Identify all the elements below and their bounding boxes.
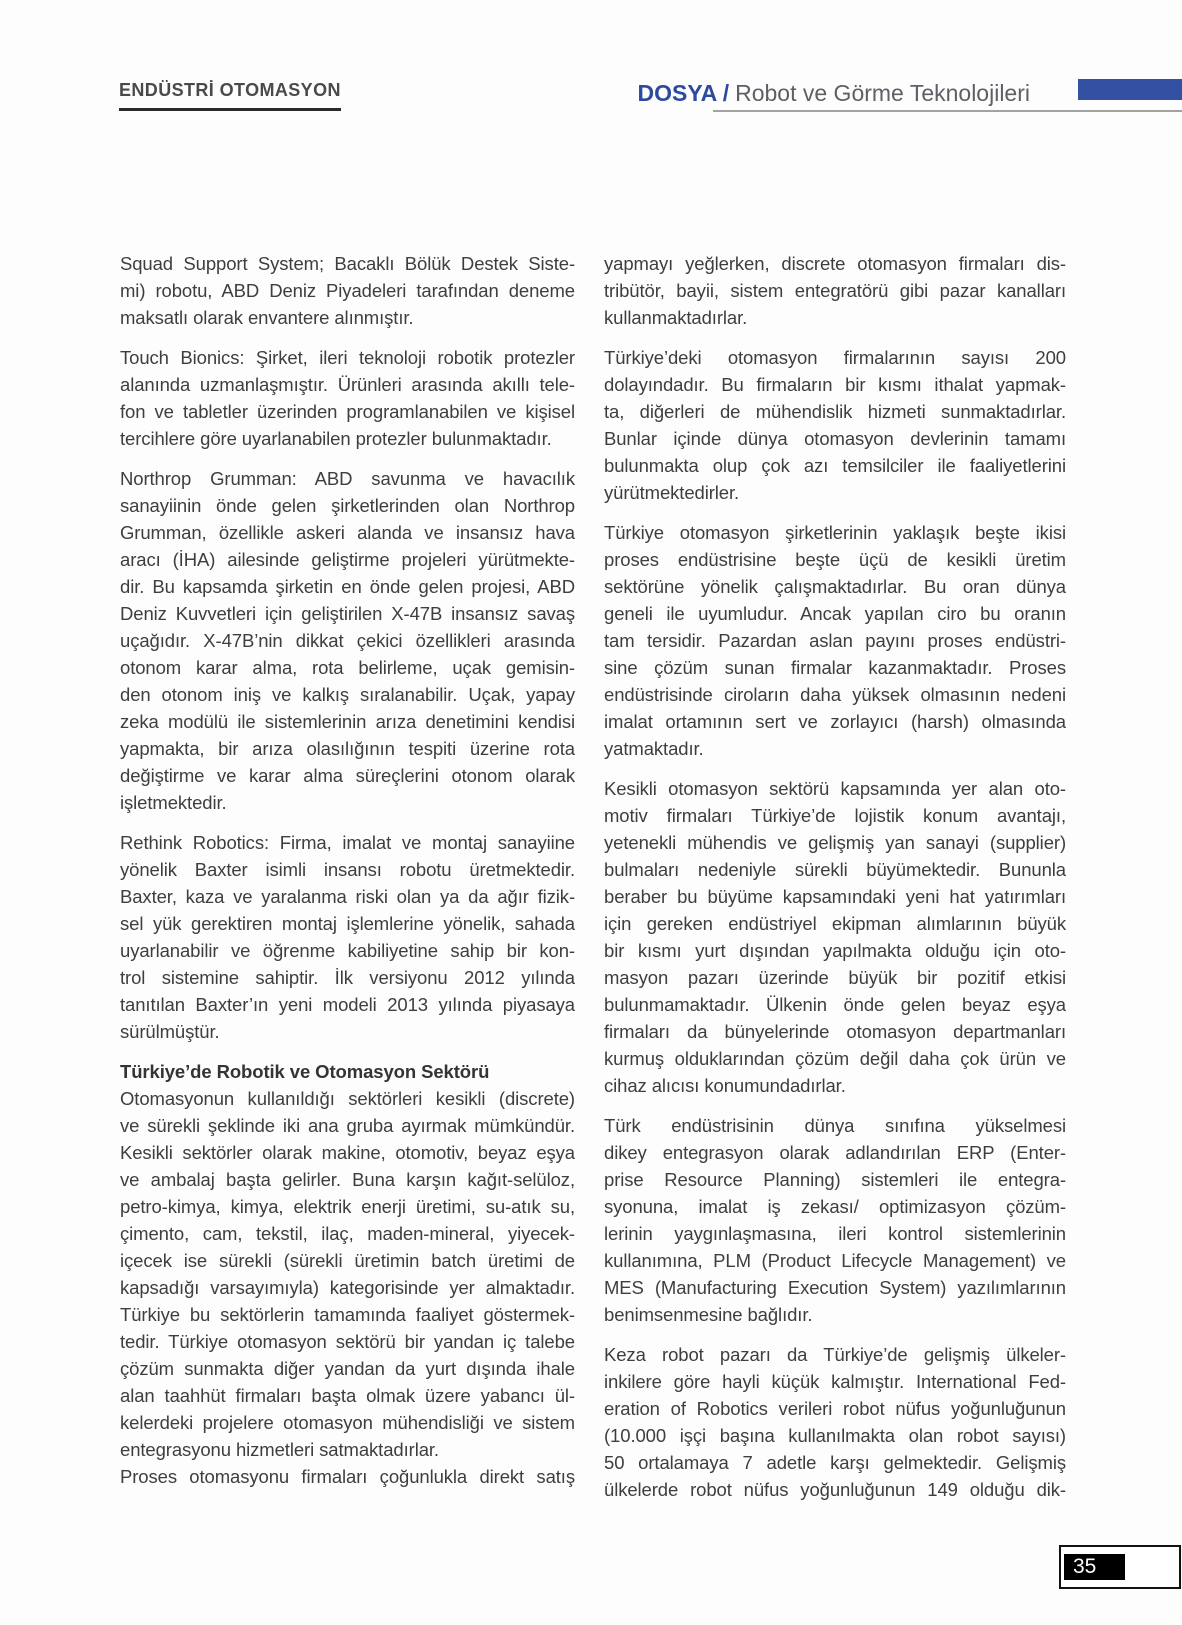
paragraph <box>120 250 575 331</box>
text-line: fon ve tabletler üzerinden programlanabilen ve kişisel <box>120 401 575 422</box>
text-line: kullanımına, PLM (Product Lifecycle Management) ve <box>604 1250 1066 1271</box>
text-line: Türkiye’deki otomasyon firmalarının sayısı 200 <box>604 347 1066 368</box>
text-line: bulmaları nedeniyle sürekli büyümektedir. Bununla <box>604 859 1066 880</box>
text-line: sanayiinin önde gelen şirketlerinden olan Northrop <box>120 495 575 516</box>
text-line: endüstrisinde ciroların daha yüksek olmasının nedeni <box>604 684 1066 705</box>
text-line: Kesikli otomasyon sektörü kapsamında yer alan oto- <box>604 778 1066 799</box>
text-line: bulunmakta olup çok azı temsilciler ile faaliyetlerini <box>604 455 1066 476</box>
dossier-label: DOSYA / <box>637 80 730 106</box>
text-line: firmaları da bünyelerinde otomasyon departmanları <box>604 1021 1066 1042</box>
paragraph <box>604 1341 1066 1503</box>
text-line: yürütmektedirler. <box>604 482 740 503</box>
text-line: tribütör, bayii, sistem entegratörü gibi pazar kanalları <box>604 280 1066 301</box>
text-line: ve sürekli şeklinde iki ana gruba ayırmak mümkündür. <box>120 1115 575 1136</box>
text-line: dikey entegrasyon olarak adlandırılan ERP (Enter- <box>604 1142 1066 1163</box>
text-line: geneli ile uyumludur. Ancak yapılan ciro bu oranın <box>604 603 1066 624</box>
text-line: yönelik Baxter isimli insansı robotu üretmektedir. <box>120 859 575 880</box>
left-column <box>120 250 575 1490</box>
text-line: Grumman, özellikle askeri alanda ve insansız hava <box>120 522 575 543</box>
text-line: kelerdeki projelere otomasyon mühendisliği ve sistem <box>120 1412 575 1433</box>
text-line: ve ambalaj başta gelirler. Buna karşın kağıt-selüloz, <box>120 1169 575 1190</box>
text-line: Otomasyonun kullanıldığı sektörleri kesikli (discrete) <box>120 1088 575 1109</box>
text-line: cihaz alıcısı konumundadırlar. <box>604 1075 846 1096</box>
text-line: masyon pazarı üzerinde büyük bir pozitif etkisi <box>604 967 1066 988</box>
dossier-title: Robot ve Görme Teknolojileri <box>735 80 1030 106</box>
text-line: kapsadığı varsayımıyla) kategorisinde yer almaktadır. <box>120 1277 575 1298</box>
text-line: yetenekli mühendis ve gelişmiş yan sanayi (supplier) <box>604 832 1066 853</box>
paragraph <box>120 829 575 1045</box>
text-line: sine çözüm sunan firmalar kazanmaktadır. Proses <box>604 657 1066 678</box>
text-line: tanıtılan Baxter’ın yeni modeli 2013 yılında piyasaya <box>120 994 575 1015</box>
text-line: Kesikli sektörler olarak makine, otomotiv, beyaz eşya <box>120 1142 575 1163</box>
text-line: Northrop Grumman: ABD savunma ve havacılık <box>120 468 575 489</box>
text-line: 50 ortalamaya 7 adetle karşı gelmektedir. Gelişmiş <box>604 1452 1066 1473</box>
text-line: Rethink Robotics: Firma, imalat ve montaj sanayiine <box>120 832 575 853</box>
text-line: tedir. Türkiye otomasyon sektörü bir yandan iç talebe <box>120 1331 575 1352</box>
text-line: değiştirme ve karar alma süreçlerini otonom olarak <box>120 765 575 786</box>
text-line: proses endüstrisine beşte üçü de kesikli üretim <box>604 549 1066 570</box>
header-accent-bar <box>1078 79 1182 100</box>
text-line: yapmakta, bir arıza olasılığının tespiti üzerine rota <box>120 738 575 759</box>
text-line: entegrasyonu hizmetleri satmaktadırlar. <box>120 1439 439 1460</box>
text-line: zeka modülü ile sistemlerinin arıza denetimini kendisi <box>120 711 575 732</box>
text-line: petro-kimya, kimya, elektrik enerji üretimi, su-atık su, <box>120 1196 575 1217</box>
text-line: sektörüne yönelik çalışmaktadırlar. Bu oran dünya <box>604 576 1066 597</box>
text-line: Deniz Kuvvetleri için geliştirilen X-47B insansız savaş <box>120 603 575 624</box>
text-line: bulunmamaktadır. Ülkenin önde gelen beyaz eşya <box>604 994 1066 1015</box>
text-line: Türkiye bu sektörlerin tamamında faaliyet göstermek- <box>120 1304 575 1325</box>
text-line: imalat ortamının sert ve zorlayıcı (harsh) olmasında <box>604 711 1066 732</box>
text-line: kullanmaktadırlar. <box>604 307 748 328</box>
text-line: mi) robotu, ABD Deniz Piyadeleri tarafından deneme <box>120 280 575 301</box>
text-line: alanında uzmanlaşmıştır. Ürünleri arasında akıllı tele- <box>120 374 575 395</box>
dossier-header <box>638 80 1031 107</box>
right-column <box>604 250 1066 1503</box>
text-line: bir kısmı yurt dışından yapılmakta olduğu için oto- <box>604 940 1066 961</box>
text-line: syonuna, imalat iş zekası/ optimizasyon çözüm- <box>604 1196 1066 1217</box>
header-rule <box>713 110 1182 112</box>
text-line: lerinin yaygınlaşmasına, ileri kontrol sistemlerinin <box>604 1223 1066 1244</box>
text-line: Baxter, kaza ve yaralanma riski olan ya da ağır fizik- <box>120 886 575 907</box>
paragraph <box>120 344 575 452</box>
text-line: kurmuş olduklarından çözüm değil daha çok ürün ve <box>604 1048 1066 1069</box>
page-number: 35 <box>1073 1555 1097 1578</box>
text-line: motiv firmaları Türkiye’de lojistik konum avantajı, <box>604 805 1066 826</box>
text-line: inkilere göre hayli küçük kalmıştır. International Fed- <box>604 1371 1066 1392</box>
paragraph <box>604 519 1066 762</box>
text-line: Proses otomasyonu firmaları çoğunlukla direkt satış <box>120 1466 575 1487</box>
text-line: Squad Support System; Bacaklı Bölük Destek Siste- <box>120 253 575 274</box>
text-line: Türk endüstrisinin dünya sınıfına yükselmesi <box>604 1115 1066 1136</box>
text-line: MES (Manufacturing Execution System) yazılımlarının <box>604 1277 1066 1298</box>
text-line: maksatlı olarak envantere alınmıştır. <box>120 307 414 328</box>
text-line: işletmektedir. <box>120 792 227 813</box>
section-heading <box>120 1058 575 1085</box>
text-line: alan taahhüt firmaları başta olmak üzere yabancı ül- <box>120 1385 575 1406</box>
text-line: uyarlanabilir ve öğrenme kabiliyetine sahip bir kon- <box>120 940 575 961</box>
paragraph <box>604 344 1066 506</box>
text-line: Bunlar içinde dünya otomasyon devlerinin tamamı <box>604 428 1066 449</box>
text-line: otonom karar alma, rota belirleme, uçak gemisin- <box>120 657 575 678</box>
paragraph <box>120 1463 575 1490</box>
paragraph <box>604 775 1066 1099</box>
text-line: içecek ise sürekli (sürekli üretimin batch üretimi de <box>120 1250 575 1271</box>
text-line: Türkiye’de Robotik ve Otomasyon Sektörü <box>120 1061 490 1082</box>
paragraph <box>604 250 1066 331</box>
text-line: çözüm sunmakta diğer yandan da yurt dışında ihale <box>120 1358 575 1379</box>
text-line: uçağıdır. X-47B’nin dikkat çekici özellikleri arasında <box>120 630 575 651</box>
text-line: (10.000 işçi başına kullanılmakta olan robot sayısı) <box>604 1425 1066 1446</box>
text-line: prise Resource Planning) sistemleri ile entegra- <box>604 1169 1066 1190</box>
text-line: için gereken endüstriyel ekipman alımlarının büyük <box>604 913 1066 934</box>
text-line: sürülmüştür. <box>120 1021 220 1042</box>
text-line: eration of Robotics verileri robot nüfus yoğunluğunun <box>604 1398 1066 1419</box>
text-line: Keza robot pazarı da Türkiye’de gelişmiş ülkeler- <box>604 1344 1066 1365</box>
text-line: benimsenmesine bağlıdır. <box>604 1304 813 1325</box>
text-line: ta, diğerleri de mühendislik hizmeti sunmaktadırlar. <box>604 401 1066 422</box>
section-title: ENDÜSTRİ OTOMASYON <box>119 80 341 111</box>
text-line: yapmayı yeğlerken, discrete otomasyon firmaları dis- <box>604 253 1066 274</box>
page-number-fill <box>1064 1554 1125 1580</box>
text-line: yatmaktadır. <box>604 738 704 759</box>
text-line: Touch Bionics: Şirket, ileri teknoloji robotik protezler <box>120 347 575 368</box>
text-line: dir. Bu kapsamda şirketin en önde gelen projesi, ABD <box>120 576 575 597</box>
paragraph <box>120 1085 575 1463</box>
text-line: tercihlere göre uyarlanabilen protezler bulunmaktadır. <box>120 428 552 449</box>
paragraph <box>120 465 575 816</box>
page-number-box <box>1059 1545 1181 1589</box>
paragraph <box>604 1112 1066 1328</box>
text-line: ülkelerde robot nüfus yoğunluğunun 149 olduğu dik- <box>604 1479 1066 1500</box>
text-line: tam tersidir. Pazardan aslan payını proses endüstri- <box>604 630 1066 651</box>
text-line: den otonom iniş ve kalkış sıralanabilir. Uçak, yapay <box>120 684 575 705</box>
text-line: trol sistemine sahiptir. İlk versiyonu 2012 yılında <box>120 967 575 988</box>
text-line: sel yük gerektiren montaj işlemlerine yönelik, sahada <box>120 913 575 934</box>
text-line: dolayındadır. Bu firmaların bir kısmı ithalat yapmak- <box>604 374 1066 395</box>
text-line: çimento, cam, tekstil, ilaç, maden-mineral, yiyecek- <box>120 1223 575 1244</box>
text-line: Türkiye otomasyon şirketlerinin yaklaşık beşte ikisi <box>604 522 1066 543</box>
text-line: beraber bu büyüme kapsamındaki yeni hat yatırımları <box>604 886 1066 907</box>
text-line: aracı (İHA) ailesinde geliştirme projeleri yürütmekte- <box>120 549 575 570</box>
